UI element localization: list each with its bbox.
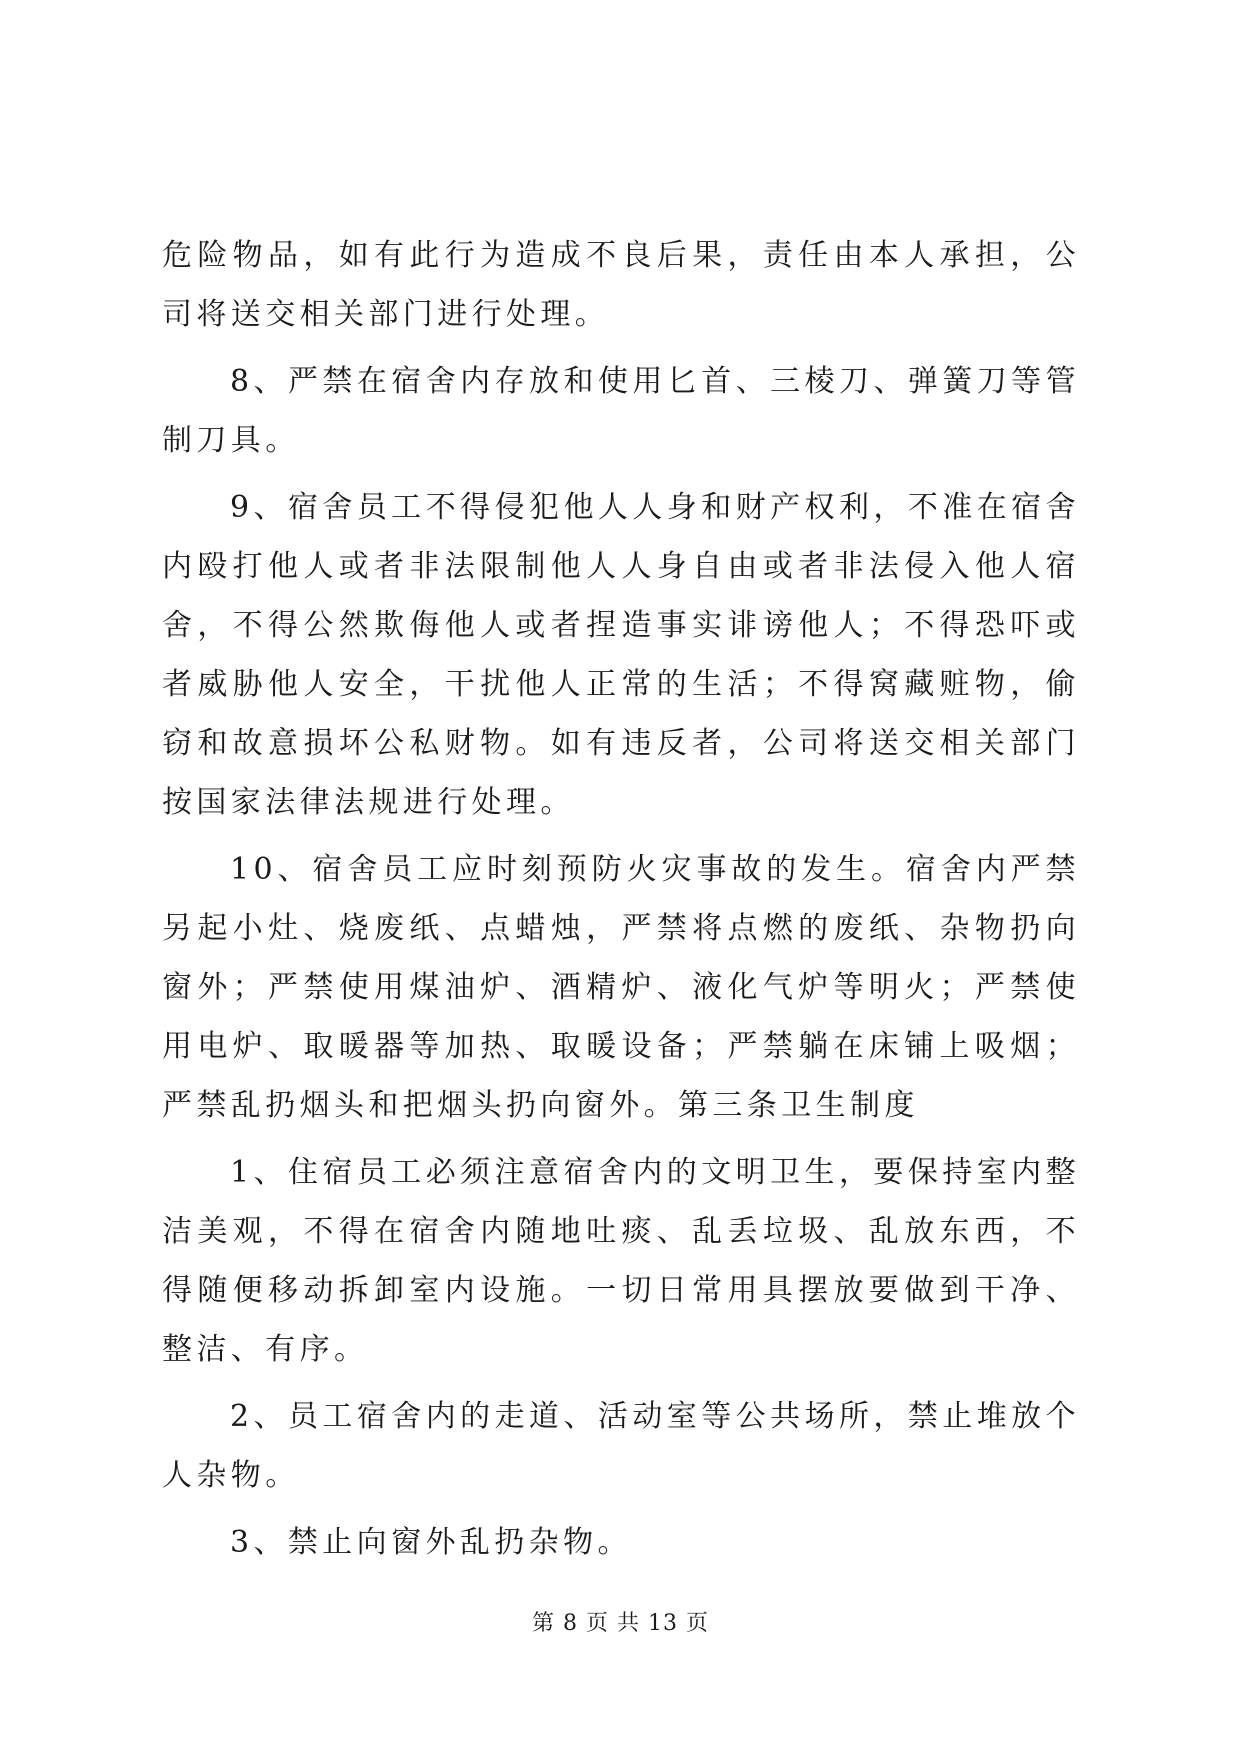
paragraph-continuation: 危险物品，如有此行为造成不良后果，责任由本人承担，公司将送交相关部门进行处理。 [162, 238, 1080, 332]
document-body [162, 226, 1080, 1580]
paragraph-item-10: 10、宿舍员工应时刻预防火灾事故的发生。宿舍内严禁另起小灶、烧废纸、点蜡烛，严禁将点燃的废纸、杂物扔向窗外；严禁使用煤油炉、酒精炉、液化气炉等明火；严禁使用电炉、取暖器等加热、取暖设备；严禁躺在床铺上吸烟；严禁乱扔烟头和把烟头扔向窗外。第三条卫生制度 [162, 852, 1080, 1123]
paragraph-hygiene-item-1: 1、住宿员工必须注意宿舍内的文明卫生，要保持室内整洁美观，不得在宿舍内随地吐痰、乱丢垃圾、乱放东西，不得随便移动拆卸室内设施。一切日常用具摆放要做到干净、整洁、有序。 [162, 1155, 1080, 1367]
paragraph-item-8: 8、严禁在宿舍内存放和使用匕首、三棱刀、弹簧刀等管制刀具。 [162, 364, 1080, 458]
page-number-footer: 第 8 页 共 13 页 [532, 1611, 709, 1636]
paragraph-hygiene-item-2: 2、员工宿舍内的走道、活动室等公共场所，禁止堆放个人杂物。 [162, 1399, 1080, 1493]
paragraph-hygiene-item-3: 3、禁止向窗外乱扔杂物。 [230, 1525, 632, 1560]
paragraph-item-9: 9、宿舍员工不得侵犯他人人身和财产权利，不准在宿舍内殴打他人或者非法限制他人人身自由或者非法侵入他人宿舍，不得公然欺侮他人或者捏造事实诽谤他人；不得恐吓或者威胁他人安全，干扰他人正常的生活；不得窝藏赃物，偷窃和故意损坏公私财物。如有违反者，公司将送交相关部门按国家法律法规进行处理。 [162, 490, 1080, 820]
